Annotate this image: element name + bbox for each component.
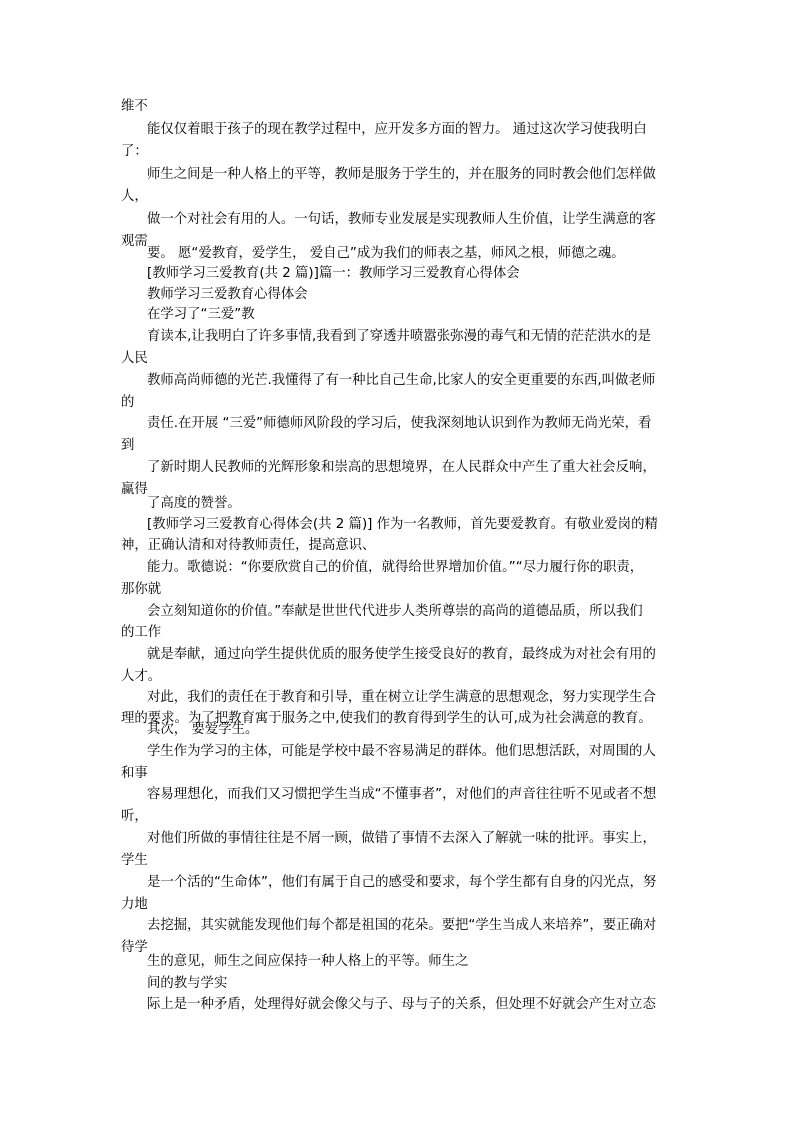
text-line: 能仅仅着眼于孩子的现在教学过程中，应开发多方面的智力。 通过这次学习使我明白 [147,122,647,137]
text-line: 人， [121,189,148,204]
text-line: 师生之间是一种人格上的平等，教师是服务于学生的，并在服务的同时教会他们怎样做 [147,167,656,182]
text-line: 是一个活的“生命体”，他们有属于自己的感受和要求，每个学生都有自身的闪光点，努 [147,875,657,890]
text-line: 际上是一种矛盾，处理得好就会像父与子、母与子的关系，但处理不好就会产生对立态 [147,997,656,1012]
text-line: 教师高尚师德的光芒.我懂得了有一种比自己生命,比家人的安全更重要的东西,叫做老师 [147,373,656,388]
section-heading: [教师学习三爱教育心得体会(共 2 篇)] 作为一名教师，首先要爱教育。有敬业爱岗的精 [147,517,658,532]
text-line: 对此，我们的责任在于教育和引导，重在树立让学生满意的思想观念，努力实现学生合 [147,690,656,705]
text-line: 维不 [121,99,148,114]
text-line: 观需 [121,234,148,249]
text-line: 做一个对社会有用的人。一句话，教师专业发展是实现教师人生价值，让学生满意的客 [147,212,656,227]
text-line: 人民 [121,351,148,366]
text-line: 间的教与学实 [147,976,228,991]
text-line: 对他们所做的事情往往是不屑一顾，做错了事情不去深入了解就一味的批评。事实上， [147,831,656,846]
text-line: 人才。 [121,669,162,684]
text-line: 神，正确认清和对待教师责任，提高意识、 [121,538,376,553]
text-line: 听， [121,809,148,824]
text-line: 了： [121,144,148,159]
text-line: 会立刻知道你的价值。”奉献是世世代代进步人类所尊崇的高尚的道德品质，所以我们 [147,604,643,619]
text-line: 力地 [121,897,148,912]
section-heading: [教师学习三爱教育(共 2 篇)]篇一：教师学习三爱教育心得体会 [147,266,520,281]
text-line: 能力。歌德说：“你要欣赏自己的价值，就得给世界增加价值。”“尽力履行你的职责， [147,560,644,575]
text-line: 容易理想化，而我们又习惯把学生当成“不懂事者”，对他们的声音往往听不见或者不想 [147,787,657,802]
text-line: 其次， 要爱学生。 [147,722,259,737]
text-line: 在学习了“三爱”教 [147,307,255,322]
text-line: 学生作为学习的主体，可能是学校中最不容易满足的群体。他们思想活跃，对周围的人 [147,744,656,759]
text-line: 学生 [121,853,148,868]
text-line: 待学 [121,940,148,955]
text-line: 那你就 [121,582,162,597]
text-line: 的 [121,395,135,410]
text-line: 到 [121,438,135,453]
text-line: 了高度的赞誉。 [147,496,241,511]
text-line: 生的意见，师生之间应保持一种人格上的平等。师生之 [147,954,469,969]
text-line: 育读本,让我明白了许多事情,我看到了穿透井喷嚣张弥漫的毒气和无情的茫茫洪水的是 [147,329,651,344]
text-line: 理的要求。为了把教育寓于服务之中,使我们的教育得到学生的认可,成为社会满意的教育。 [121,711,652,726]
text-line: 的工作 [121,625,162,640]
text-line: 就是奉献，通过向学生提供优质的服务使学生接受良好的教育，最终成为对社会有用的 [147,647,656,662]
section-subheading: 教师学习三爱教育心得体会 [147,287,308,302]
text-line: 去挖掘，其实就能发现他们每个都是祖国的花朵。要把“学生当成人来培养”，要正确对 [147,918,657,933]
text-line: 和事 [121,766,148,781]
text-line: 了新时期人民教师的光辉形象和崇高的思想境界，在人民群众中产生了重大社会反响， [147,460,656,475]
text-line: 要。 愿“爱教育，爱学生， 爱自己”成为我们的师表之基，师风之根，师德之魂。 [147,246,625,261]
text-line: 责任.在开展 “三爱”师德师风阶段的学习后，使我深刻地认识到作为教师无尚光荣，看 [147,416,652,431]
text-line: 赢得 [121,482,148,497]
